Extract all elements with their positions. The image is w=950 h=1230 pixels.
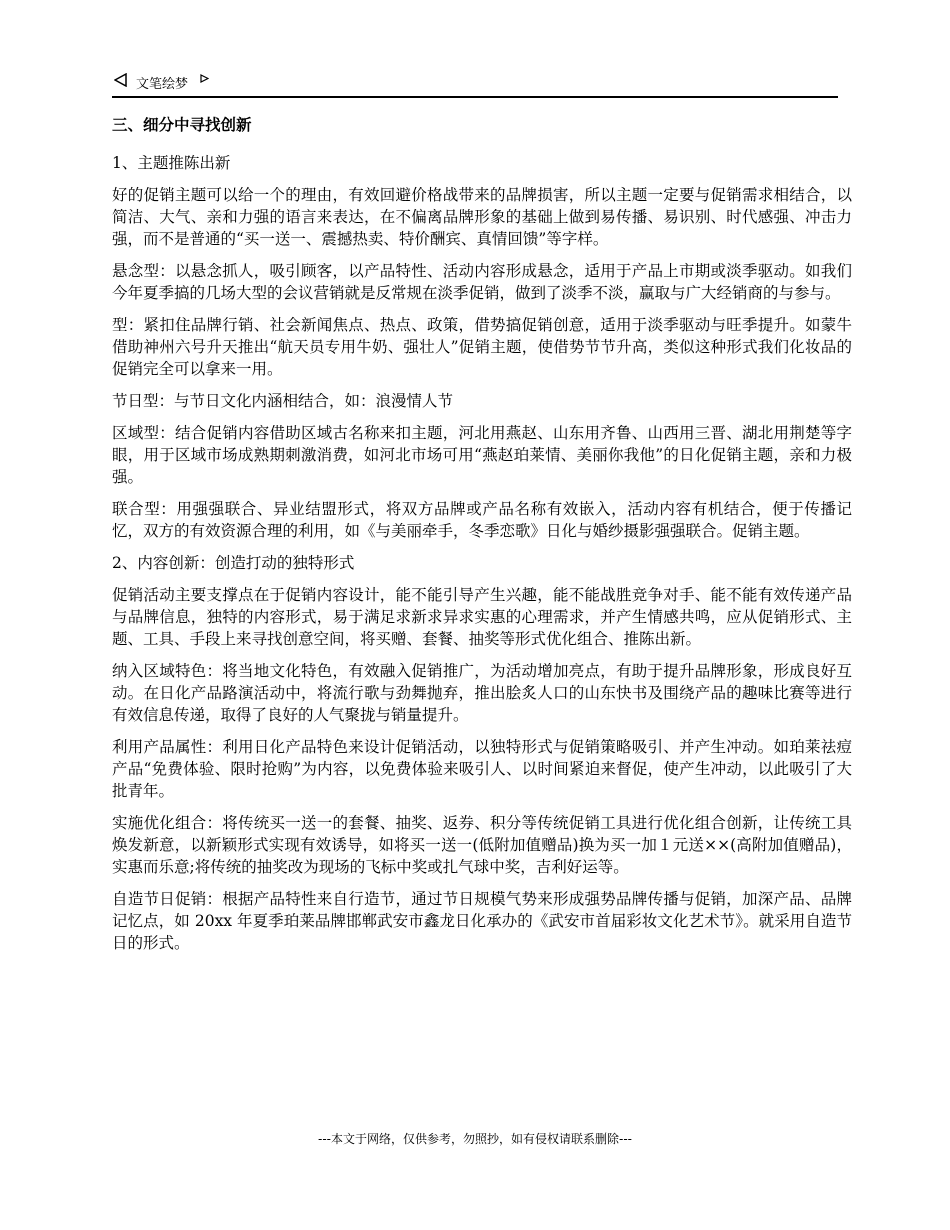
paragraph: 区域型：结合促销内容借助区域古名称来扣主题，河北用燕赵、山东用齐鲁、山西用三晋、湖北用荆楚等字眼，用于区域市场成熟期刺激消费，如河北市场可用“燕赵珀莱情、美丽你我他”的日化促销主题，亲和力极强。 bbox=[112, 424, 852, 486]
subheading-2: 2、内容创新：创造打动的独特形式 bbox=[112, 554, 355, 572]
paragraph: 好的促销主题可以给一个的理由，有效回避价格战带来的品牌损害，所以主题一定要与促销需求相结合，以简洁、大气、亲和力强的语言来表达，在不偏离品牌形象的基础上做到易传播、易识别、时代感强、冲击力强，而不是普通的“买一送一、震撼热卖、特价酬宾、真情回馈”等字样。 bbox=[112, 186, 852, 248]
page-footer: ---本文于网络，仅供参考，勿照抄，如有侵权请联系删除--- bbox=[318, 1132, 632, 1146]
paragraph: 悬念型：以悬念抓人，吸引顾客，以产品特性、活动内容形成悬念，适用于产品上市期或淡季驱动。如我们今年夏季搞的几场大型的会议营销就是反常规在淡季促销，做到了淡季不淡，赢取与广大经销商的与参与。 bbox=[112, 262, 852, 302]
paragraph: 促销活动主要支撑点在于促销内容设计，能不能引导产生兴趣，能不能战胜竞争对手、能不能有效传递产品与品牌信息，独特的内容形式，易于满足求新求异求实惠的心理需求，并产生情感共鸣，应从促销形式、主题、工具、手段上来寻找创意空间，将买赠、套餐、抽奖等形式优化组合、推陈出新。 bbox=[112, 586, 852, 648]
paragraph: 节日型：与节日文化内涵相结合，如：浪漫情人节 bbox=[112, 392, 454, 410]
section-title: 三、细分中寻找创新 bbox=[112, 116, 252, 134]
brand-name: 文笔绘梦 bbox=[136, 77, 189, 92]
triangle-left-icon bbox=[114, 73, 128, 87]
page-header bbox=[112, 70, 838, 98]
subheading-1: 1、主题推陈出新 bbox=[112, 154, 231, 172]
paragraph: 纳入区域特色：将当地文化特色，有效融入促销推广，为活动增加亮点，有助于提升品牌形象，形成良好互动。在日化产品路演活动中，将流行歌与劲舞抛弃，推出脍炙人口的山东快书及围绕产品的趣味比赛等进行有效信息传递，取得了良好的人气聚拢与销量提升。 bbox=[112, 662, 852, 724]
paragraph: 自造节日促销：根据产品特性来自行造节，通过节日规模气势来形成强势品牌传播与促销，加深产品、品牌记忆点，如 20xx 年夏季珀莱品牌邯郸武安市鑫龙日化承办的《武安市首届彩妆文化艺术节》。就采用自造节日的形式。 bbox=[112, 890, 852, 952]
triangle-right-icon bbox=[200, 74, 209, 83]
document-body bbox=[112, 108, 852, 964]
paragraph: 型：紧扣住品牌行销、社会新闻焦点、热点、政策，借势搞促销创意，适用于淡季驱动与旺季提升。如蒙牛借助神州六号升天推出“航天员专用牛奶、强壮人”促销主题，使借势节节升高，类似这种形式我们化妆品的促销完全可以拿来一用。 bbox=[112, 316, 852, 378]
paragraph: 联合型：用强强联合、异业结盟形式，将双方品牌或产品名称有效嵌入，活动内容有机结合，便于传播记忆，双方的有效资源合理的利用，如《与美丽牵手，冬季恋歌》日化与婚纱摄影强强联合。促销主题。 bbox=[112, 500, 852, 540]
paragraph: 利用产品属性：利用日化产品特色来设计促销活动，以独特形式与促销策略吸引、并产生冲动。如珀莱祛痘产品“免费体验、限时抢购”为内容，以免费体验来吸引人、以时间紧迫来督促，使产生冲动，以此吸引了大批青年。 bbox=[112, 738, 852, 800]
paragraph: 实施优化组合：将传统买一送一的套餐、抽奖、返券、积分等传统促销工具进行优化组合创新，让传统工具焕发新意，以新颖形式实现有效诱导，如将买一送一(低附加值赠品)换为买一加１元送××(高附加值赠品)，实惠而乐意;将传统的抽奖改为现场的飞标中奖或扎气球中奖，吉利好运等。 bbox=[112, 814, 852, 876]
